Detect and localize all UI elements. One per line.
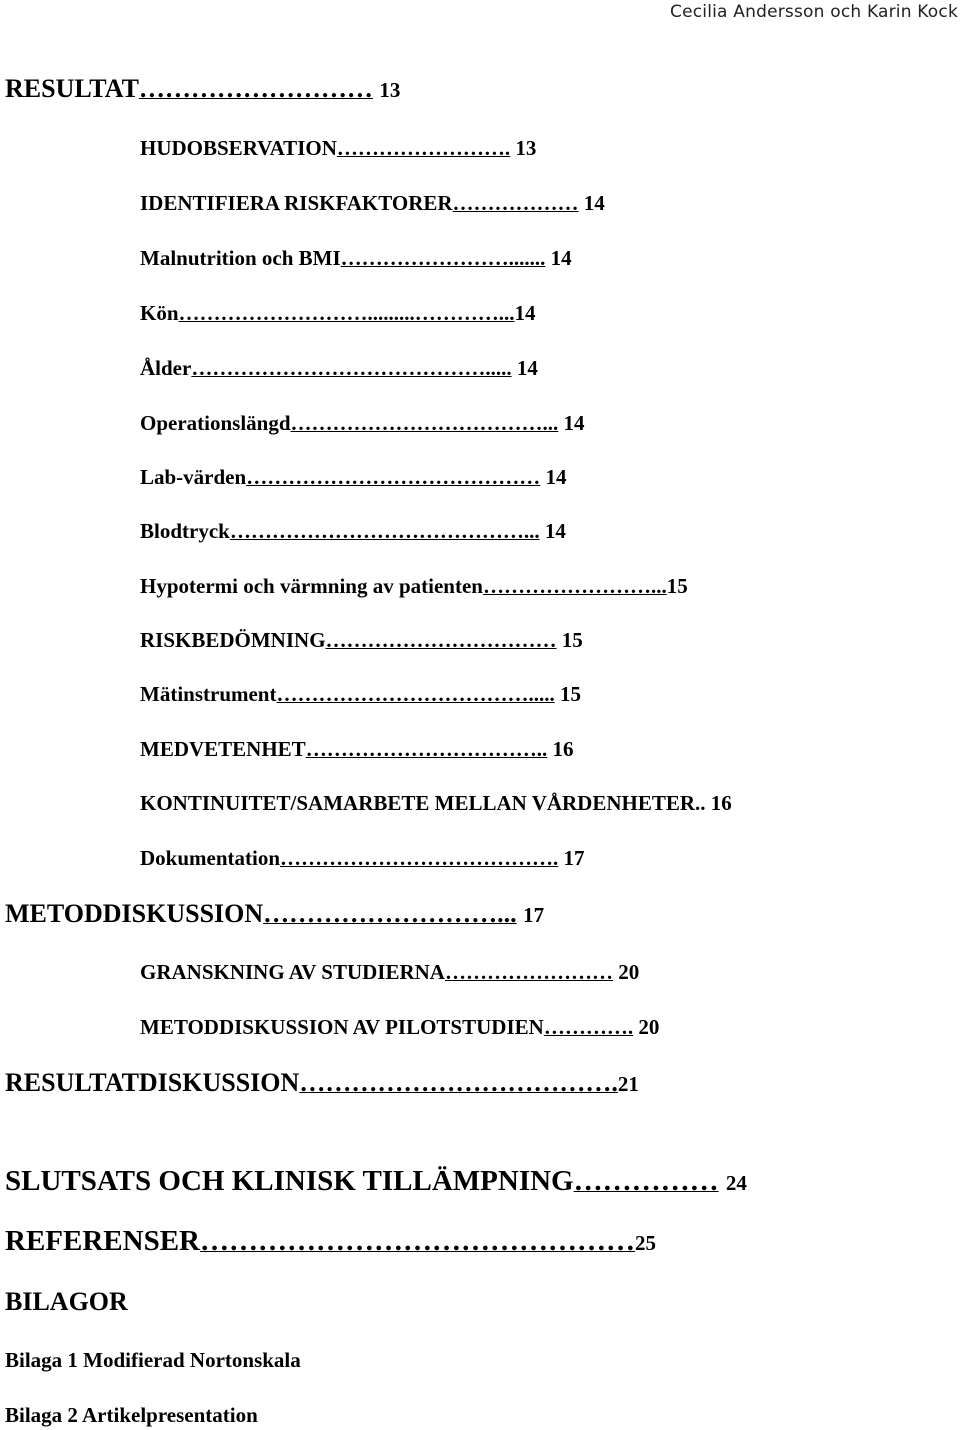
toc-page-number: 13 [515,136,537,160]
toc-leader: ……………………………………… [200,1225,635,1257]
toc-title: SLUTSATS OCH KLINISK TILLÄMPNING [5,1165,574,1197]
toc-page-number: 16 [552,737,574,761]
toc-page-number: 15 [561,628,583,652]
toc-page-number: 13 [379,78,401,102]
toc-entry-metoddiskussion[interactable] [5,899,544,929]
toc-leader: ……………………… [138,74,373,103]
toc-page-number: 14 [544,519,566,543]
toc-leader: …………. [543,1015,634,1039]
toc-entry-granskning[interactable] [140,960,639,985]
toc-title: Malnutrition och BMI [140,246,341,270]
toc-title: RISKBEDÖMNING [140,628,326,652]
toc-leader: …………… [573,1165,719,1197]
toc-title: Blodtryck [140,519,230,543]
toc-entry-riskbedomning[interactable] [140,628,583,653]
toc-title: Hypotermi och värmning av patienten [140,574,483,598]
toc-entry-referenser[interactable] [5,1225,656,1258]
toc-title: METODDISKUSSION [5,899,264,928]
toc-page-number: 24 [725,1171,747,1195]
toc-leader: …………………………………… [246,465,541,489]
toc-entry-resultat[interactable] [5,74,400,104]
toc-leader: ……………………………………... [229,519,540,543]
toc-leader: ……………………. [336,136,511,160]
toc-entry-matinstrument[interactable] [140,682,581,707]
toc-leader: ………………………... [263,899,517,928]
toc-title: REFERENSER [5,1225,200,1257]
toc-entry-identifiera-riskfaktorer[interactable] [140,191,605,216]
toc-leader: …………………………….. [305,737,548,761]
toc-leader: ………………………………..... [276,682,555,706]
toc-leader: ……………………………………..... [191,356,512,380]
toc-page-number: 14 [514,301,536,325]
toc-title: Lab-värden [140,465,247,489]
toc-title: IDENTIFIERA RISKFAKTORER [140,191,453,215]
toc-leader: …………………………… [325,628,557,652]
toc-entry-kontinuitet[interactable] [140,791,732,816]
toc-title: RESULTATDISKUSSION [5,1068,300,1097]
toc-title: RESULTAT [5,74,139,103]
toc-page-number: 15 [666,574,688,598]
toc-page-number: 14 [583,191,605,215]
toc-title: Operationslängd [140,411,291,435]
toc-title: Ålder [140,356,192,380]
toc-entry-blodtryck[interactable] [140,519,566,544]
toc-page-number: 20 [638,1015,660,1039]
toc-entry-lab-varden[interactable] [140,465,566,490]
toc-title: HUDOBSERVATION [140,136,337,160]
toc-title: GRANSKNING AV STUDIERNA [140,960,445,984]
toc-entry-alder[interactable] [140,356,538,381]
toc-leader: ……………………….........…………... [178,301,515,325]
toc-page-number: 21 [617,1072,639,1096]
toc-entry-resultatdiskussion[interactable] [5,1068,639,1098]
toc-title: Dokumentation [140,846,281,870]
toc-page-number: 15 [559,682,581,706]
toc-title: METODDISKUSSION AV PILOTSTUDIEN [140,1015,544,1039]
toc-leader: …………………………………. [280,846,559,870]
toc-leader: ……………………....... [340,246,546,270]
toc-entry-metoddiskussion-pilot[interactable] [140,1015,659,1040]
toc-entry-slutsats[interactable] [5,1165,747,1198]
toc-entry-malnutrition[interactable] [140,246,572,271]
toc-title: Mätinstrument [140,682,277,706]
toc-page-number: 14 [563,411,585,435]
toc-leader: ……………… [452,191,579,215]
toc-page-number: 17 [523,903,545,927]
toc-entry-kon[interactable] [140,301,536,326]
toc-entry-dokumentation[interactable] [140,846,585,871]
toc-page-number: 14 [516,356,538,380]
appendix-heading: BILAGOR [5,1287,128,1316]
toc-title: KONTINUITET/SAMARBETE MELLAN VÅRDENHETER [140,791,696,815]
toc-entry-operationslangd[interactable] [140,411,585,436]
toc-leader: ………………………………. [299,1068,618,1097]
toc-page-number: 14 [550,246,572,270]
toc-page-number: 20 [618,960,640,984]
toc-page-number: 14 [545,465,567,489]
toc-title: Kön [140,301,179,325]
toc-leader: …………………… [444,960,613,984]
toc-page-number: 25 [635,1231,656,1255]
toc-title: MEDVETENHET [140,737,306,761]
toc-entry-medvetenhet[interactable] [140,737,573,762]
toc-leader: ………………………………... [290,411,559,435]
appendix-item-1: Bilaga 1 Modifierad Nortonskala [5,1348,301,1372]
toc-leader: ……………………... [482,574,667,598]
page-header-author: Cecilia Andersson och Karin Kock [670,2,958,22]
toc-page-number: 16 [710,791,732,815]
toc-entry-hypotermi[interactable] [140,574,688,599]
toc-page-number: 17 [563,846,585,870]
toc-entry-hudobservation[interactable] [140,136,536,161]
appendix-item-2: Bilaga 2 Artikelpresentation [5,1403,258,1427]
toc-leader: .. [695,791,706,815]
